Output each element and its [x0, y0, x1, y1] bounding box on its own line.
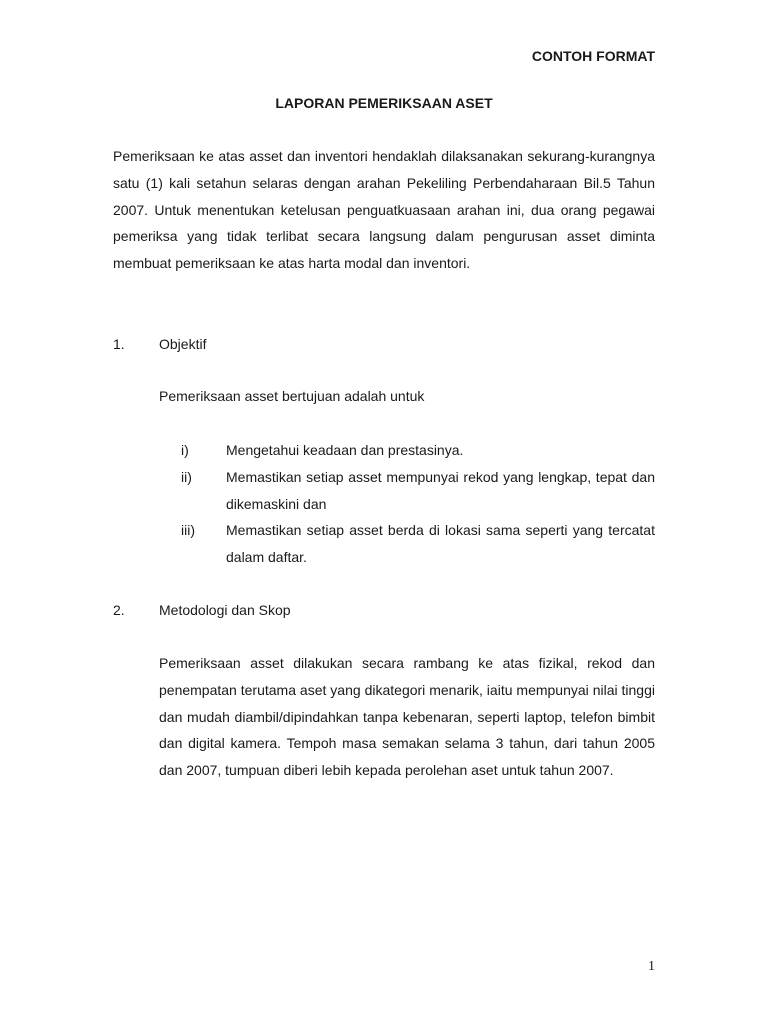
- list-marker: ii): [181, 468, 192, 485]
- section-1-title: Objektif: [159, 336, 207, 352]
- list-item: [181, 517, 655, 571]
- section-2-number: 2.: [113, 602, 125, 618]
- list-marker: i): [181, 442, 189, 458]
- objective-lead-text: Pemeriksaan asset bertujuan adalah untuk: [159, 388, 425, 404]
- list-item: [181, 437, 655, 464]
- section-2-title: Metodologi dan Skop: [159, 602, 291, 618]
- objective-list: [181, 437, 655, 571]
- methodology-paragraph: Pemeriksaan asset dilakukan secara rambang ke atas fizikal, rekod dan penempatan terutama aset yang dikategori menarik, iaitu mempunyai nilai tinggi dan mudah diambil/dipindahkan tanpa kebenaran, seperti laptop, telefon bimbit dan digital kamera. Tempoh masa semakan selama 3 tahun, dari tahun 2005 dan 2007, tumpuan diberi lebih kepada perolehan aset untuk tahun 2007.: [159, 655, 655, 779]
- page-number: 1: [648, 959, 655, 974]
- list-item: [181, 464, 655, 518]
- list-item-text: Memastikan setiap asset mempunyai rekod yang lengkap, tepat dan dikemaskini dan: [226, 468, 655, 512]
- list-item-text: Memastikan setiap asset berda di lokasi sama seperti yang tercatat dalam daftar.: [226, 522, 655, 566]
- section-1-number: 1.: [113, 336, 125, 352]
- intro-paragraph: Pemeriksaan ke atas asset dan inventori hendaklah dilaksanakan sekurang-kurangnya satu (1) kali setahun selaras dengan arahan Pekeliling Perbendaharaan Bil.5 Tahun 2007. Untuk menentukan ketelusan penguatkuasaan arahan ini, dua orang pegawai pemeriksa yang tidak terlibat secara langsung dalam pengurusan asset diminta membuat pemeriksaan ke atas harta modal dan inventori.: [113, 148, 655, 272]
- list-item-text: Mengetahui keadaan dan prestasinya.: [226, 442, 464, 458]
- document-title: LAPORAN PEMERIKSAAN ASET: [275, 95, 493, 111]
- list-marker: iii): [181, 522, 195, 539]
- format-label: CONTOH FORMAT: [531, 48, 655, 64]
